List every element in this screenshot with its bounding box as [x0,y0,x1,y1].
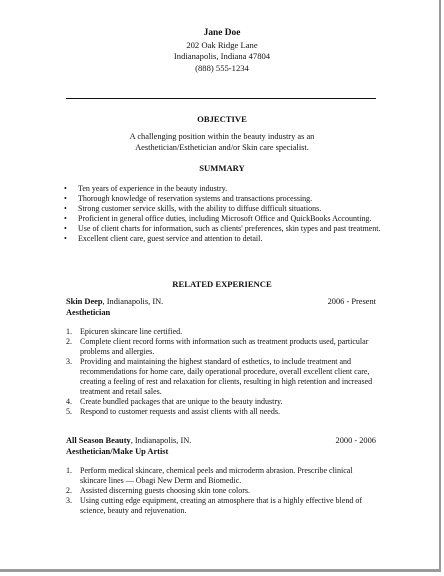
job-title: Aesthetician/Make Up Artist [66,447,169,456]
summary-item: • Strong customer service skills, with the ability to diffuse difficult situations. [64,204,394,214]
summary-list [64,184,394,244]
job-title: Aesthetician [66,308,111,317]
job-header [66,297,376,308]
job-header [66,436,376,447]
job-dates: 2006 - Present [327,297,376,306]
objective-line: Aesthetician/Esthetician and/or Skin care specialist. [135,142,309,152]
duty-item: 2. Complete client record forms with information such as treatment products used, particular problems and allergies. [66,337,369,356]
summary-item: • Thorough knowledge of reservation systems and transactions processing. [64,194,394,204]
duties-list [66,466,376,516]
job-dates: 2000 - 2006 [335,436,376,445]
objective-heading: OBJECTIVE [197,114,247,124]
company-location: , Indianapolis, IN. [102,297,164,306]
phone-number: (888) 555-1234 [195,62,249,73]
duty-item: 4. Create bundled packages that are unique to the beauty industry. [66,397,283,406]
duty-item: 3. Using cutting edge equipment, creating an atmosphere that is a highly effective blend of science, beauty and rejuvenation. [66,496,362,515]
experience-heading: RELATED EXPERIENCE [172,279,272,289]
summary-item: • Excellent client care, guest service and attention to detail. [64,234,394,244]
duty-item: 1. Epicuren skincare line certified. [66,327,183,336]
objective-line: A challenging position within the beauty industry as an [129,132,315,141]
street-address: 202 Oak Ridge Lane [186,39,258,50]
summary-item: • Proficient in general office duties, including Microsoft Office and QuickBooks Accounting. [64,214,394,224]
duties-list [66,327,376,417]
summary-item: • Ten years of experience in the beauty industry. [64,184,394,194]
duty-item: 3. Providing and maintaining the highest standard of esthetics, to include treatment and recommendations for home care, daily operational procedure, overall excellent client care, creating a feeling of rest and relaxation for clients, resulting in high retention and increased treatment and retail sales. [66,357,373,396]
duty-item: 1. Perform medical skincare, chemical peels and microderm abrasion. Prescribe clinical skincare lines — Obagi New Derm and Biomedic. [66,466,353,485]
company-name: All Season Beauty [66,436,131,445]
summary-item: • Use of client charts for information, such as clients' preferences, skin types and past treatment. [64,224,394,234]
company-name: Skin Deep [66,297,103,306]
header-divider [66,98,376,99]
company-location: , Indianapolis, IN. [130,436,192,445]
duty-item: 5. Respond to customer requests and assist clients with all needs. [66,407,280,416]
objective-text [0,132,444,153]
contact-header [0,28,444,74]
city-state-zip: Indianapolis, Indiana 47804 [173,51,271,61]
summary-heading: SUMMARY [199,163,245,173]
applicant-name: Jane Doe [203,28,241,38]
duty-item: 2. Assisted discerning guests choosing skin tone colors. [66,486,250,495]
